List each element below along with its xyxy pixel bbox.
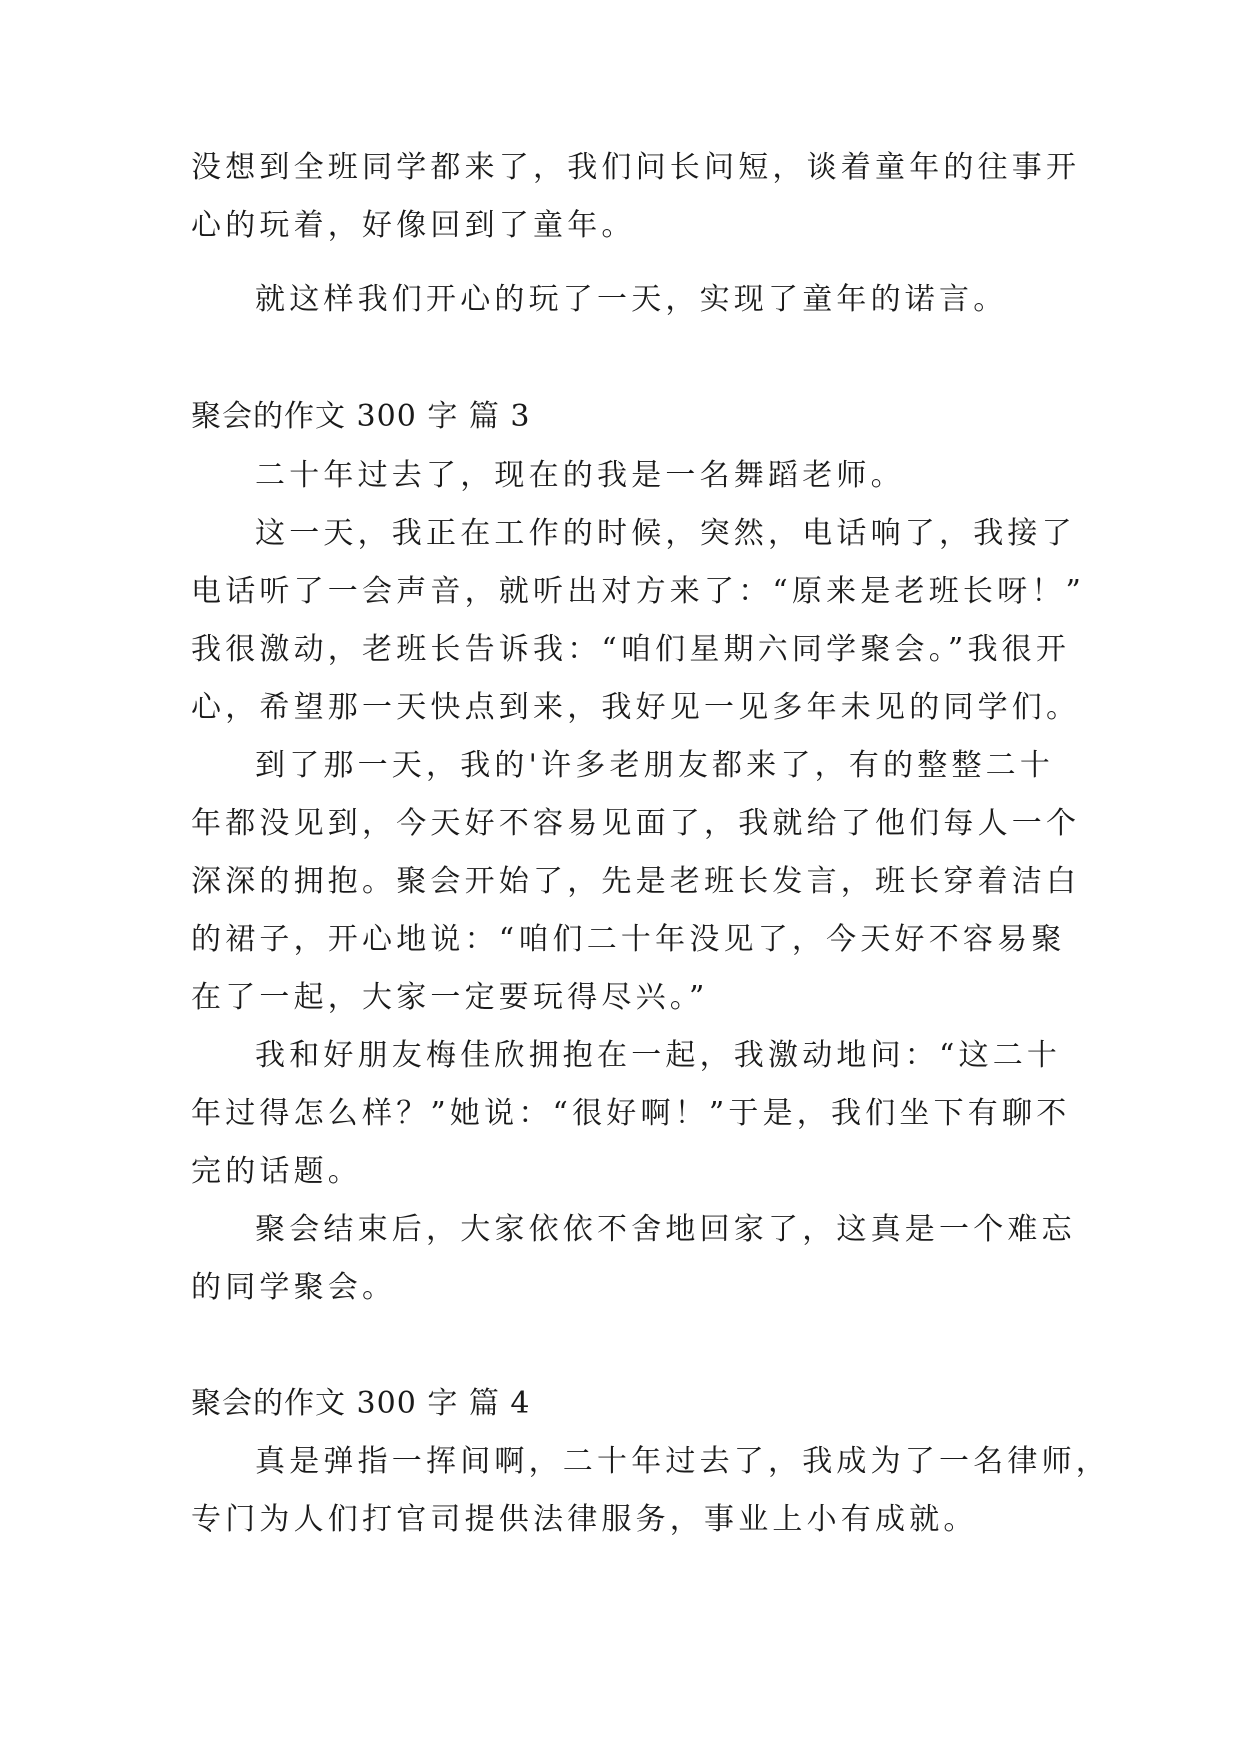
paragraph-line: 我很激动，老班长告诉我：“咱们星期六同学聚会。”我很开 — [191, 632, 1071, 667]
section-heading: 聚会的作文 300 字 篇 3 — [191, 399, 531, 434]
paragraph-line: 年过得怎么样？”她说：“很好啊！”于是，我们坐下有聊不 — [191, 1096, 1071, 1131]
paragraph-line: 心，希望那一天快点到来，我好见一见多年未见的同学们。 — [191, 690, 1081, 725]
paragraph-line: 二十年过去了，现在的我是一名舞蹈老师。 — [255, 458, 905, 493]
paragraph-line: 就这样我们开心的玩了一天，实现了童年的诺言。 — [255, 282, 1008, 317]
paragraph-line: 我和好朋友梅佳欣拥抱在一起，我激动地问：“这二十 — [255, 1038, 1062, 1073]
paragraph-line: 心的玩着，好像回到了童年。 — [191, 208, 636, 243]
section-heading: 聚会的作文 300 字 篇 4 — [191, 1386, 531, 1421]
paragraph-line: 的裙子，开心地说：“咱们二十年没见了，今天好不容易聚 — [191, 922, 1066, 957]
paragraph-line: 专门为人们打官司提供法律服务，事业上小有成就。 — [191, 1502, 978, 1537]
paragraph-line: 到了那一天，我的'许多老朋友都来了，有的整整二十 — [255, 748, 1055, 783]
paragraph-line: 深深的拥抱。聚会开始了，先是老班长发言，班长穿着洁白 — [191, 864, 1081, 899]
paragraph-line: 电话听了一会声音，就听出对方来了：“原来是老班长呀！” — [191, 574, 1086, 609]
paragraph-line: 完的话题。 — [191, 1154, 362, 1189]
paragraph-line: 的同学聚会。 — [191, 1270, 397, 1305]
paragraph-line: 在了一起，大家一定要玩得尽兴。” — [191, 980, 709, 1015]
paragraph-line: 真是弹指一挥间啊，二十年过去了，我成为了一名律师， — [255, 1444, 1110, 1479]
paragraph-line: 这一天，我正在工作的时候，突然，电话响了，我接了 — [255, 516, 1076, 551]
paragraph-line: 年都没见到，今天好不容易见面了，我就给了他们每人一个 — [191, 806, 1081, 841]
paragraph-line: 没想到全班同学都来了，我们问长问短，谈着童年的往事开 — [191, 150, 1081, 185]
paragraph-line: 聚会结束后，大家依依不舍地回家了，这真是一个难忘 — [255, 1212, 1076, 1247]
